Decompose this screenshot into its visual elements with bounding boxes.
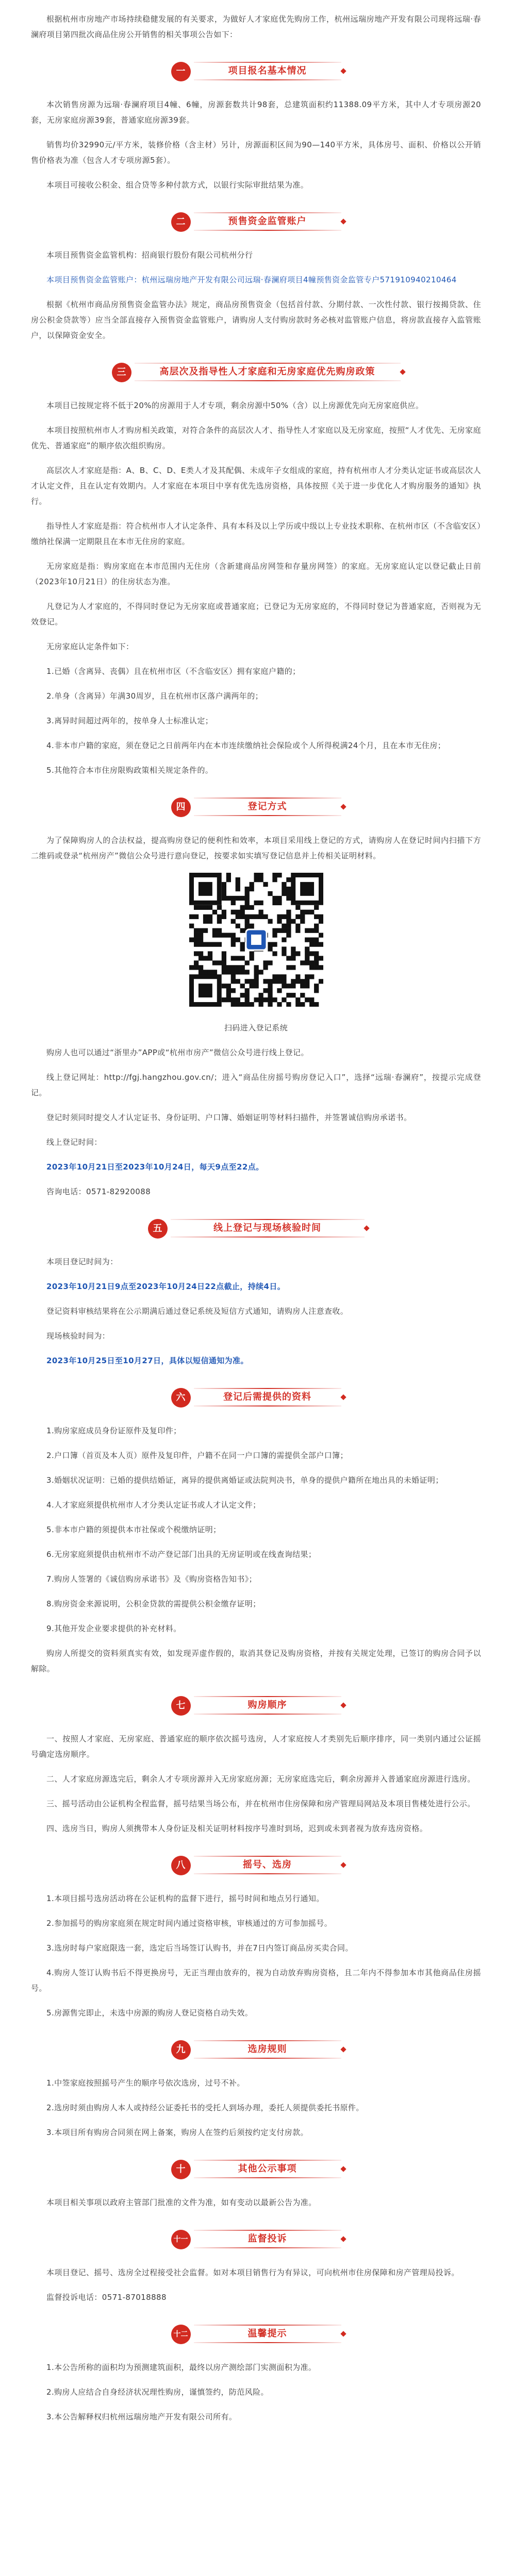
decor-dot [340,2046,346,2052]
section-number: 三 [112,363,131,382]
s3-paragraph-5: 无房家庭是指：购房家庭在本市范围内无住房（含新建商品房网签和存量房网签）的家庭。无房家庭认定以登记截止日前（2023年10月21日）的住房状态为准。 [31,562,481,586]
s3-paragraph-6: 凡登记为人才家庭的，不得同时登记为无房家庭或普通家庭；已登记为无房家庭的，不得同时登记为普通家庭，否则视为无效登记。 [31,602,481,626]
section-title: 购房顺序 [194,1694,341,1717]
list-item: 1.购房家庭成员身份证原件及复印件； [46,1426,181,1435]
list-item: 3.离异时间超过两年的，按单身人士标准认定； [46,716,213,725]
decor-dot [340,1702,346,1708]
section-title: 温馨提示 [194,2323,341,2345]
s2-account-paragraph: 本项目预售资金监管账户：杭州远瑞房地产开发有限公司远瑞·春澜府项目4幢预售资金监管专户571910940210464 [46,275,457,284]
online-registration-time: 2023年10月21日9点至2023年10月24日22点截止，持续4日。 [46,1282,286,1291]
s3-paragraph-4: 指导性人才家庭是指：符合杭州市人才认定条件、具有本科及以上学历或中级以上专业技术职称、在杭州市区（不含临安区）缴纳社保满一定期限且在本市无住房的家庭。 [31,521,481,546]
s8-paragraph-5: 5.房源售完即止，未选中房源的购房人登记资格自动失效。 [46,2008,253,2018]
decor-dot [340,2166,346,2172]
s4-paragraph-4: 登记时须同时提交人才认定证书、身份证明、户口簿、婚姻证明等材料扫描件，并签署诚信购房承诺书。 [46,1113,412,1122]
section-title: 线上登记与现场核验时间 [171,1217,365,1240]
decor-dot [340,218,346,224]
section-number: 一 [171,62,191,81]
s5-paragraph-2: 登记资料审核结果将在公示期满后通过登记系统及短信方式通知，请购房人注意查收。 [46,1307,349,1316]
registration-time: 2023年10月21日至2023年10月24日，每天9点至22点。 [46,1162,264,1172]
s11-paragraph-2: 监督投诉电话：0571-87018888 [46,2293,167,2302]
list-item: 9.其他开发企业要求提供的补充材料。 [46,1624,181,1633]
s4-paragraph-1: 为了保障购房人的合法权益，提高购房登记的便利性和效率，本项目采用线上登记的方式，请购房人在登记时间内扫描下方二维码或登录“杭州房产”微信公众号进行意向登记，按要求如实填写登记信息并上传相关证明材料。 [31,836,481,860]
s7-paragraph-4: 四、选房当日，购房人须携带本人身份证及相关证明材料按序号准时到场，迟到或未到者视为放弃选房资格。 [46,1824,428,1833]
s8-paragraph-3: 3.选房时每户家庭限选一套，选定后当场签订认购书，并在7日内签订商品房买卖合同。 [46,1943,353,1953]
s4-paragraph-6: 咨询电话：0571-82920088 [46,1187,151,1196]
decor-dot [340,2236,346,2242]
s3-paragraph-1: 本项目已按规定将不低于20%的房源用于人才专项，剩余房源中50%（含）以上房源优先向无房家庭供应。 [46,401,424,410]
decor-dot [340,1394,346,1400]
list-item: 4.人才家庭须提供杭州市人才分类认定证书或人才认定文件； [46,1500,261,1510]
s4-paragraph-2: 购房人也可以通过“浙里办”APP或“杭州市房产”微信公众号进行线上登记。 [46,1048,309,1057]
section-title: 选房规则 [194,2038,341,2061]
s2-paragraph-3: 根据《杭州市商品房预售资金监管办法》规定，商品房预售资金（包括首付款、分期付款、一次性付款、银行按揭贷款、住房公积金贷款等）应当全部直接存入预售资金监管账户，请购房人支付购房款时务必核对监管账户信息，将房款直接存入监管账户，以保障资金安全。 [31,300,481,340]
s9-paragraph-1: 1.中签家庭按照摇号产生的顺序号依次选房，过号不补。 [46,2078,245,2088]
s4-paragraph-3: 线上登记网址：http://fgj.hangzhou.gov.cn/；进入“商品住房摇号购房登记入口”，选择“远瑞·春澜府”，按提示完成登记。 [31,1073,481,1097]
list-item: 5.非本市户籍的须提供本市社保或个税缴纳证明； [46,1525,221,1534]
section-header-8 [171,1854,341,1877]
s5-paragraph-3: 现场核验时间为： [46,1331,110,1341]
section-header-9 [171,2038,341,2062]
s7-paragraph-1: 一、按照人才家庭、无房家庭、普通家庭的顺序依次摇号选房，人才家庭按人才类别先后顺序排序，同一类别内通过公证摇号确定选房顺序。 [31,1734,481,1759]
section-header-6 [171,1386,341,1410]
section-header-7 [171,1694,341,1718]
list-item: 7.购房人签署的《诚信购房承诺书》及《购房资格告知书》； [46,1574,257,1584]
section-number: 十一 [171,2230,191,2249]
s8-paragraph-2: 2.参加摇号的购房家庭须在规定时间内通过资格审核，审核通过的方可参加摇号。 [46,1919,333,1928]
s4-paragraph-5: 线上登记时间： [46,1138,102,1147]
section-number: 十 [171,2160,191,2179]
section-number: 七 [171,1696,191,1716]
section-number: 五 [148,1219,168,1239]
section-title: 监督投诉 [194,2228,341,2250]
section-header-2 [171,210,341,234]
list-item: 1.已婚（含离异、丧偶）且在杭州市区（不含临安区）拥有家庭户籍的； [46,667,301,676]
s11-paragraph-1: 本项目登记、摇号、选房全过程接受社会监督。如对本项目销售行为有异议，可向杭州市住房保障和房产管理局投诉。 [46,2268,459,2277]
section-title: 项目报名基本情况 [194,60,341,82]
s2-paragraph-1: 本项目预售资金监管机构：招商银行股份有限公司杭州分行 [46,250,253,260]
decor-dot [400,369,405,375]
list-item: 3.婚姻状况证明：已婚的提供结婚证，离异的提供离婚证或法院判决书，单身的提供户籍所在地出具的未婚证明； [46,1476,443,1485]
decor-dot [340,804,346,809]
list-item: 5.其他符合本市住房限购政策相关规定条件的。 [46,766,213,775]
section-header-1 [171,60,341,83]
s6-paragraph-1: 购房人所提交的资料须真实有效，如发现弄虚作假的，取消其登记及购房资格，并按有关规定处理，已签订的购房合同予以解除。 [31,1649,481,1673]
decor-dot [364,1225,369,1231]
s5-paragraph-1: 本项目登记时间为： [46,1257,118,1266]
section-title: 摇号、选房 [194,1854,341,1876]
section-number: 十二 [171,2325,191,2344]
section-number: 四 [171,798,191,817]
onsite-verification-time: 2023年10月25日至10月27日，具体以短信通知为准。 [46,1356,249,1365]
s3-paragraph-2: 本项目按照杭州市人才购房相关政策，对符合条件的高层次人才、指导性人才家庭以及无房家庭，按照“人才优先、无房家庭优先、普通家庭”的顺序依次组织购房。 [31,426,481,450]
s1-paragraph-3: 本项目可接收公积金、组合贷等多种付款方式，以银行实际审批结果为准。 [46,180,309,190]
section-header-5 [148,1217,365,1241]
section-title: 高层次及指导性人才家庭和无房家庭优先购房政策 [135,361,401,383]
decor-dot [340,68,346,74]
section-number: 九 [171,2040,191,2060]
section-title: 登记方式 [194,795,341,818]
section-header-4 [171,795,341,819]
section-title: 其他公示事项 [194,2158,341,2180]
s7-paragraph-3: 三、摇号活动由公证机构全程监督，摇号结果当场公布，并在杭州市住房保障和房产管理局网站及本项目售楼处进行公示。 [46,1799,475,1808]
s12-paragraph-1: 1.本公告所称的面积均为预测建筑面积，最终以房产测绘部门实测面积为准。 [46,2363,317,2372]
section-number: 二 [171,212,191,232]
list-item: 6.无房家庭须提供由杭州市不动产登记部门出具的无房证明或在线查询结果； [46,1550,317,1559]
list-item: 8.购房资金来源说明，公积金贷款的需提供公积金缴存证明； [46,1599,261,1608]
s7-paragraph-2: 二、人才家庭房源选完后，剩余人才专项房源并入无房家庭房源；无房家庭选完后，剩余房源并入普通家庭房源进行选房。 [46,1774,475,1784]
section-title: 登记后需提供的资料 [194,1386,341,1409]
s3-paragraph-3: 高层次人才家庭是指：A、B、C、D、E类人才及其配偶、未成年子女组成的家庭，持有杭州市人才分类认定证书或高层次人才认定文件，且在认定有效期内。人才家庭在本项目中享有优先选房资格，具体按照《关于进一步优化人才购房服务的通知》执行。 [31,466,481,506]
list-item: 4.非本市户籍的家庭，须在登记之日前两年内在本市连续缴纳社会保险或个人所得税满24个月，且在本市无住房； [46,741,446,750]
section-header-12 [171,2323,341,2346]
s1-paragraph-2: 销售均价32990元/平方米，装修价格（含主材）另计，房源面积区间为90—140平方米，具体房号、面积、价格以公开销售价格表为准（包含人才专项房源5套）。 [31,140,481,165]
registration-qr-code[interactable] [189,873,323,1007]
s12-paragraph-3: 3.本公告解释权归杭州远瑞房地产开发有限公司所有。 [46,2412,237,2421]
s10-paragraph-1: 本项目相关事项以政府主管部门批准的文件为准，如有变动以最新公告为准。 [46,2198,317,2207]
section-header-3 [112,361,401,384]
s9-paragraph-2: 2.选房时须由购房人本人或持经公证委托书的受托人到场办理，委托人须提供委托书原件。 [46,2103,364,2112]
decor-dot [340,2331,346,2336]
section-number: 六 [171,1388,191,1408]
qr-code-image [189,873,323,1007]
qr-caption: 扫码进入登记系统 [224,1023,288,1032]
section-number: 八 [171,1856,191,1875]
list-item: 2.单身（含离异）年满30周岁，且在杭州市区落户满两年的； [46,691,263,701]
decor-dot [340,1862,346,1868]
list-item: 2.户口簿（首页及本人页）原件及复印件，户籍不在同一户口簿的需提供全部户口簿； [46,1451,348,1460]
s1-paragraph-1: 本次销售房源为远瑞·春澜府项目4幢、6幢，房源套数共计98套，总建筑面积约11388.09平方米，其中人才专项房源20套，无房家庭房源39套，普通家庭房源39套。 [31,100,481,125]
intro-paragraph: 根据杭州市房地产市场持续稳健发展的有关要求，为做好人才家庭优先购房工作，杭州远瑞房地产开发有限公司现将远瑞·春澜府项目第四批次商品住房公开销售的相关事项公告如下： [31,14,481,39]
s12-paragraph-2: 2.购房人应结合自身经济状况理性购房，谨慎签约，防范风险。 [46,2387,269,2397]
section-header-11 [171,2228,341,2251]
s3-paragraph-7: 无房家庭认定条件如下： [46,642,134,651]
section-header-10 [171,2158,341,2181]
s9-paragraph-3: 3.本项目所有购房合同须在网上备案，购房人在签约后须按约定支付房款。 [46,2128,308,2137]
s8-paragraph-4: 4.购房人签订认购书后不得更换房号，无正当理由放弃的，视为自动放弃购房资格，且二年内不得参加本市其他商品住房摇号。 [31,1968,481,1993]
section-title: 预售资金监管账户 [194,210,341,233]
s8-paragraph-1: 1.本项目摇号选房活动将在公证机构的监督下进行，摇号时间和地点另行通知。 [46,1894,324,1903]
